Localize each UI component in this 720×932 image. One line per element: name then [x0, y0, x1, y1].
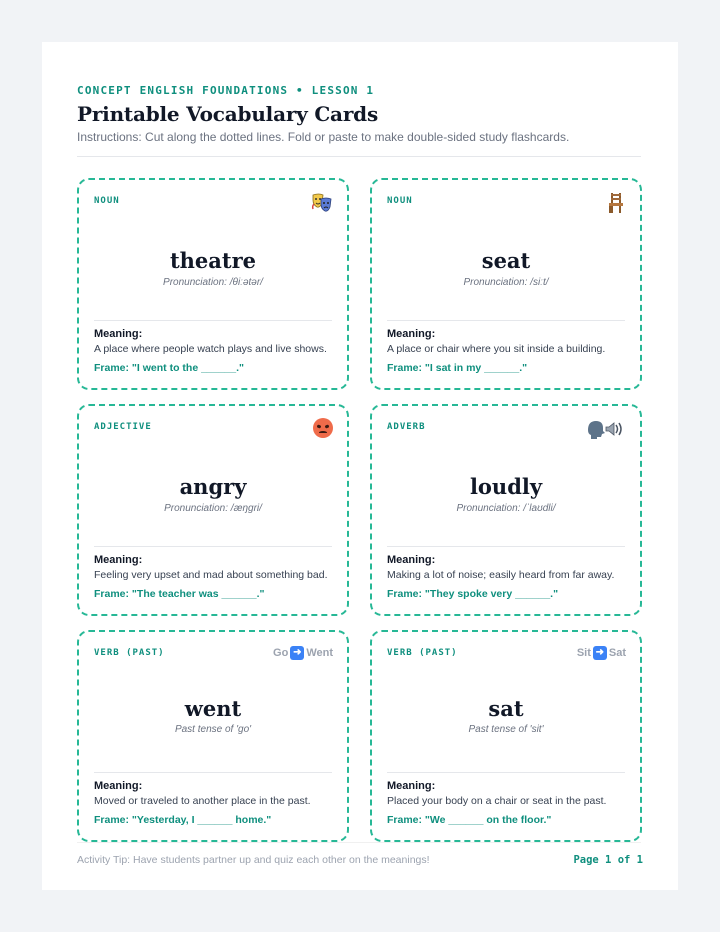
meaning-label: Meaning: [94, 328, 143, 340]
header-divider [77, 156, 641, 157]
footer-divider [77, 842, 641, 843]
base-form: Go [273, 646, 289, 659]
pronunciation: Past tense of 'go' [174, 724, 252, 735]
past-form: Went [306, 646, 333, 659]
meaning-label: Meaning: [387, 328, 436, 340]
theatre-masks-icon [311, 192, 333, 218]
vocab-card-seat [370, 178, 642, 390]
lesson-kicker: CONCEPT ENGLISH FOUNDATIONS • LESSON 1 [77, 84, 375, 97]
sentence-frame: Frame: "I went to the ______." [94, 362, 245, 374]
pronunciation: Pronunciation: /æŋgri/ [164, 503, 262, 514]
sentence-frame: Frame: "We ______ on the floor." [387, 814, 552, 826]
vocab-word: theatre [169, 248, 257, 273]
meaning-label: Meaning: [94, 554, 143, 566]
meaning-text: Feeling very upset and mad about something bad. [94, 569, 328, 581]
worksheet-page [42, 42, 678, 890]
tense-change-label [577, 646, 626, 660]
speaking-loud-icon [586, 418, 626, 444]
pronunciation: Pronunciation: /θiːətər/ [163, 277, 263, 288]
vocab-card-theatre [77, 178, 349, 390]
angry-face-icon [313, 418, 333, 442]
meaning-text: Making a lot of noise; easily heard from far away. [387, 569, 615, 581]
vocab-card-loudly [370, 404, 642, 616]
instructions-text: Instructions: Cut along the dotted lines. Fold or paste to make double-sided study flashcards. [77, 130, 570, 144]
meaning-label: Meaning: [387, 554, 436, 566]
base-form: Sit [576, 646, 591, 659]
vocab-word: seat [481, 248, 531, 273]
vocab-card-angry [77, 404, 349, 616]
card-divider [387, 320, 625, 321]
card-divider [387, 772, 625, 773]
activity-tip: Activity Tip: Have students partner up and quiz each other on the meanings! [77, 854, 430, 866]
sentence-frame: Frame: "The teacher was ______." [94, 588, 265, 600]
pronunciation: Pronunciation: /siːt/ [463, 277, 549, 288]
part-of-speech: ADVERB [387, 422, 426, 432]
past-form: Sat [608, 646, 626, 659]
sentence-frame: Frame: "They spoke very ______." [387, 588, 559, 600]
page-title: Printable Vocabulary Cards [77, 102, 379, 126]
meaning-label: Meaning: [94, 780, 143, 792]
vocab-word: loudly [469, 474, 543, 499]
meaning-text: Placed your body on a chair or seat in the past. [387, 795, 607, 807]
tense-change-label [273, 646, 333, 660]
sentence-frame: Frame: "Yesterday, I ______ home." [94, 814, 272, 826]
part-of-speech: VERB (PAST) [387, 648, 458, 658]
vocab-word: angry [179, 474, 247, 499]
arrow-right-icon: ➜ [290, 646, 304, 660]
vocab-word: sat [488, 696, 524, 721]
chair-icon [606, 192, 626, 218]
vocab-word: went [184, 696, 242, 721]
meaning-label: Meaning: [387, 780, 436, 792]
part-of-speech: VERB (PAST) [94, 648, 165, 658]
pronunciation: Pronunciation: /ˈlaʊdli/ [456, 503, 556, 514]
card-divider [387, 546, 625, 547]
sentence-frame: Frame: "I sat in my ______." [387, 362, 528, 374]
pronunciation: Past tense of 'sit' [468, 724, 544, 735]
meaning-text: Moved or traveled to another place in the past. [94, 795, 311, 807]
vocab-card-went [77, 630, 349, 842]
card-divider [94, 772, 332, 773]
meaning-text: A place where people watch plays and live shows. [94, 343, 327, 355]
page-number: Page 1 of 1 [573, 854, 643, 866]
meaning-text: A place or chair where you sit inside a building. [387, 343, 606, 355]
part-of-speech: NOUN [94, 196, 120, 206]
part-of-speech: ADJECTIVE [94, 422, 152, 432]
arrow-right-icon: ➜ [593, 646, 607, 660]
vocab-card-sat [370, 630, 642, 842]
card-divider [94, 320, 332, 321]
card-divider [94, 546, 332, 547]
part-of-speech: NOUN [387, 196, 413, 206]
